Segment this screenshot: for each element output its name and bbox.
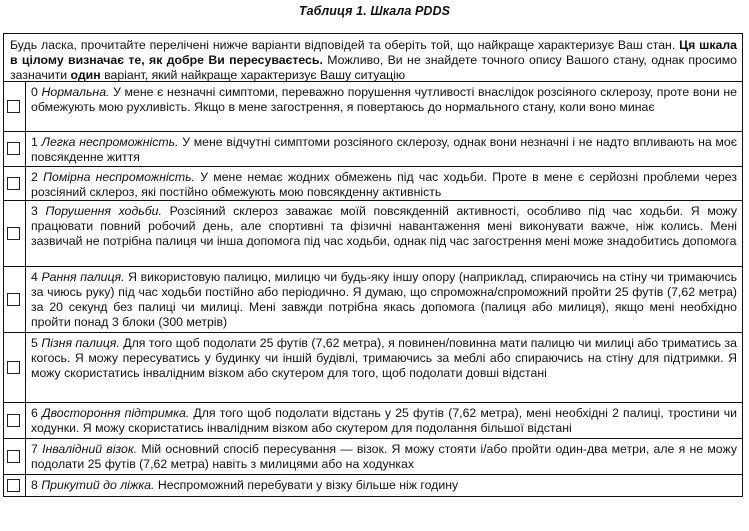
option-description: Розсіяний склероз заважає моїй повсякденній активності, особливо під час ходьби. Я можу працювати повний робочий день, але спортивні та фізичні навантаження мені виконувати важче, ніж колись. Мені зазвичай не потрібна палиця чи інша допомога під час ходьби, однак під час загострення мені може знадобитись допомога xyxy=(31,204,737,249)
option-number: 5 xyxy=(31,336,38,350)
option-row-1 xyxy=(4,132,742,167)
option-row-4 xyxy=(4,267,742,333)
option-title: Рання палиця. xyxy=(41,270,125,284)
option-1-text xyxy=(26,132,742,166)
option-title: Порушення ходьби. xyxy=(45,204,162,218)
option-8-text xyxy=(26,475,742,496)
option-description: У мене є незначні симптоми, переважно порушення чутливості внаслідок розсіяного склерозу, проте вони не обмежують мою рухливість. Якщо в мене загострення, я повертаюсь до нормального стану, коли воно минає xyxy=(31,85,737,115)
option-4-checkbox[interactable] xyxy=(7,293,20,306)
option-title: Помірна неспроможність. xyxy=(43,170,195,184)
option-number: 3 xyxy=(31,204,38,218)
table-caption: Таблиця 1. Шкала PDDS xyxy=(298,4,451,18)
option-row-5 xyxy=(4,333,742,403)
option-number: 1 xyxy=(31,135,38,149)
checkbox-cell xyxy=(4,201,26,266)
option-title: Легка неспроможність. xyxy=(41,135,179,149)
option-6-checkbox[interactable] xyxy=(7,414,20,427)
option-number: 4 xyxy=(31,270,38,284)
checkbox-cell xyxy=(4,475,26,496)
option-description: У мене відчутні симптоми розсіяного склерозу, однак вони незначні і не надто впливають на моє повсякденне життя xyxy=(31,135,737,165)
option-0-checkbox[interactable] xyxy=(7,100,20,113)
checkbox-cell xyxy=(4,439,26,474)
option-number: 7 xyxy=(31,442,38,456)
option-row-3 xyxy=(4,201,742,267)
option-description: У мене немає жодних обмежень під час ходьби. Проте в мене є серйозні проблеми через розсіяний склероз, які постійно обмежують мою повсякденну активність xyxy=(31,170,737,200)
checkbox-cell xyxy=(4,403,26,438)
option-number: 0 xyxy=(31,85,38,99)
checkbox-cell xyxy=(4,82,26,131)
option-title: Пізня палиця. xyxy=(41,336,120,350)
option-3-checkbox[interactable] xyxy=(7,227,20,240)
option-2-checkbox[interactable] xyxy=(7,177,20,190)
instructions-text-2: Можливо, Ви не знайдете точного опису Вашого стану, однак просимо зазначити xyxy=(10,53,737,82)
option-title: Нормальна. xyxy=(41,85,110,99)
option-number: 2 xyxy=(31,170,38,184)
option-row-0 xyxy=(4,82,742,132)
option-description: Мій основний спосіб пересування — візок. Я можу стояти і/або пройти один-два метри, але я не можу подолати 25 футів (7,62 метра) навіть з милицями або на ходунках xyxy=(31,442,738,472)
option-3-text xyxy=(26,201,742,266)
checkbox-cell xyxy=(4,132,26,166)
checkbox-cell xyxy=(4,167,26,200)
instructions-text-1: Будь ласка, прочитайте перелічені нижче варіанти відповідей та оберіть той, що найкраще характеризує Ваш стан. xyxy=(10,38,680,52)
option-2-text xyxy=(26,167,742,200)
instructions xyxy=(4,34,742,82)
option-7-checkbox[interactable] xyxy=(7,450,20,463)
option-0-text xyxy=(26,82,742,131)
pdds-table xyxy=(3,33,743,497)
option-4-text xyxy=(26,267,742,332)
checkbox-cell xyxy=(4,333,26,402)
option-7-text xyxy=(26,439,742,474)
option-row-6 xyxy=(4,403,742,439)
option-description: Я використовую палицю, милицю чи будь-яку іншу опору (наприклад, спираючись на стіну чи тримаючись за чиюсь руку) під час ходьби постійно або періодично. Я думаю, що спроможна/спроможний пройти 25 футів (7,62 метра) за 20 секунд без палиці чи милиці. Мені завжди потрібна якась допомога (палиця або милиця), якщо мені необхідно пройти понад 3 блоки (300 метрів) xyxy=(31,270,738,330)
option-number: 6 xyxy=(31,406,38,420)
option-number: 8 xyxy=(31,478,38,492)
option-1-checkbox[interactable] xyxy=(7,142,20,155)
option-8-checkbox[interactable] xyxy=(7,479,20,492)
option-description: Для того щоб подолати відстань у 25 футів (7,62 метра), мені необхідні 2 палиці, тростини чи ходунки. Я можу скористатись інвалідним візком або скутером для подолання більшої відстані xyxy=(31,406,737,436)
instructions-text-3: варіант, який найкраще характеризує Вашу ситуацію xyxy=(100,68,406,82)
option-row-7 xyxy=(4,439,742,475)
option-5-checkbox[interactable] xyxy=(7,361,20,374)
option-6-text xyxy=(26,403,742,438)
instructions-bold-2: один xyxy=(70,68,101,82)
option-title: Двостороння підтримка. xyxy=(42,406,190,420)
option-title: Прикутий до ліжка. xyxy=(41,478,155,492)
option-5-text xyxy=(26,333,742,402)
checkbox-cell xyxy=(4,267,26,332)
option-row-8 xyxy=(4,475,742,497)
instructions-bold-1: Ця шкала в цілому визначає те, як добре Ви пересуваєтесь. xyxy=(10,38,738,67)
option-description: Для того щоб подолати 25 футів (7,62 метра), я повинен/повинна мати палицю чи милиці або триматись за когось. Я можу пересуватись у будинку чи іншій будівлі, тримаючись за меблі або спираючись на стіну для підтримки. Я можу скористатись інвалідним візком або скутером для того, щоб подолати довші відстані xyxy=(31,336,738,381)
option-title: Інвалідний візок. xyxy=(42,442,138,456)
option-description: Неспроможний перебувати у візку більше ніж годину xyxy=(157,478,459,492)
option-row-2 xyxy=(4,167,742,201)
